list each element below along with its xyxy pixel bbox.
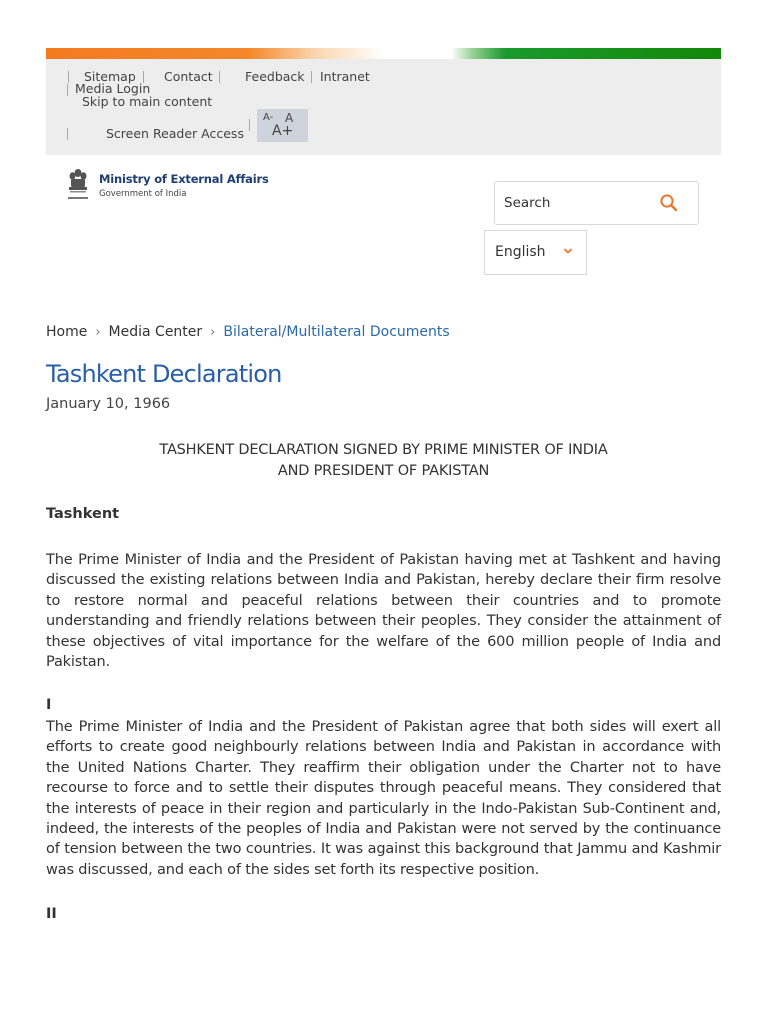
ministry-name[interactable]: Ministry of External Affairs	[99, 172, 269, 186]
normal-font-button[interactable]: A	[285, 111, 294, 125]
breadcrumb-separator: ›	[95, 325, 101, 340]
separator	[67, 84, 68, 96]
screen-reader-link[interactable]: Screen Reader Access	[106, 126, 244, 141]
increase-font-button[interactable]: A+	[272, 123, 294, 139]
breadcrumb-home[interactable]: Home	[46, 324, 88, 340]
document-heading-line: TASHKENT DECLARATION SIGNED BY PRIME MINISTER OF INDIA	[159, 442, 608, 458]
separator	[68, 71, 69, 83]
breadcrumb-media-center[interactable]: Media Center	[108, 324, 203, 340]
breadcrumb-current[interactable]: Bilateral/Multilateral Documents	[223, 324, 450, 340]
section-paragraph: The Prime Minister of India and the President of Pakistan agree that both sides will exert all efforts to create good neighbourly relations between India and Pakistan in accordance with the United Nations Charter. They reaffirm their obligation under the Charter not to have recourse to force and to settle their disputes through peaceful means. They considered that the interests of peace in their region and particularly in the Indo-Pakistan Sub-Continent and, indeed, the interests of the peoples of India and Pakistan were not served by the continuance of tension between the two countries. It was against this background that Jammu and Kashmir was discussed, and each of the sides set forth its respective position.	[46, 719, 721, 878]
breadcrumb	[46, 324, 450, 340]
font-size-controls	[257, 109, 308, 142]
tricolor-banner	[46, 48, 721, 59]
search-box	[494, 181, 699, 225]
skip-to-content-link[interactable]: Skip to main content	[82, 94, 213, 109]
sitemap-link[interactable]: Sitemap	[84, 69, 136, 84]
media-login-link[interactable]: Media Login	[75, 81, 151, 96]
article-date: January 10, 1966	[46, 396, 171, 412]
page-title: Tashkent Declaration	[46, 360, 282, 388]
separator	[249, 119, 250, 131]
separator	[219, 71, 220, 83]
chevron-down-icon	[562, 245, 574, 257]
contact-link[interactable]: Contact	[164, 69, 213, 84]
language-selected-value: English	[495, 244, 546, 260]
section-number: I	[46, 697, 52, 713]
separator	[311, 71, 312, 83]
section-number: II	[46, 906, 57, 922]
search-icon[interactable]	[658, 192, 680, 214]
place-label: Tashkent	[46, 506, 120, 522]
decrease-font-button[interactable]: A-	[263, 112, 274, 123]
search-input[interactable]	[504, 192, 644, 214]
language-select[interactable]	[484, 230, 587, 275]
document-heading	[46, 440, 721, 482]
breadcrumb-separator: ›	[210, 325, 216, 340]
government-subtitle: Government of India	[99, 189, 187, 199]
intro-paragraph: The Prime Minister of India and the President of Pakistan having met at Tashkent and having discussed the existing relations between India and Pakistan, hereby declare their firm resolve to restore normal and peaceful relations between their countries and to promote understanding and friendly relations between their peoples. They consider the attainment of these objectives of vital importance for the welfare of the 600 million people of India and Pakistan.	[46, 552, 721, 671]
feedback-link[interactable]: Feedback	[245, 69, 305, 84]
document-heading-line: AND PRESIDENT OF PAKISTAN	[277, 463, 490, 479]
utility-bar	[46, 59, 721, 155]
intranet-link[interactable]: Intranet	[320, 69, 370, 84]
separator	[67, 128, 68, 140]
national-emblem-icon[interactable]	[66, 167, 90, 203]
